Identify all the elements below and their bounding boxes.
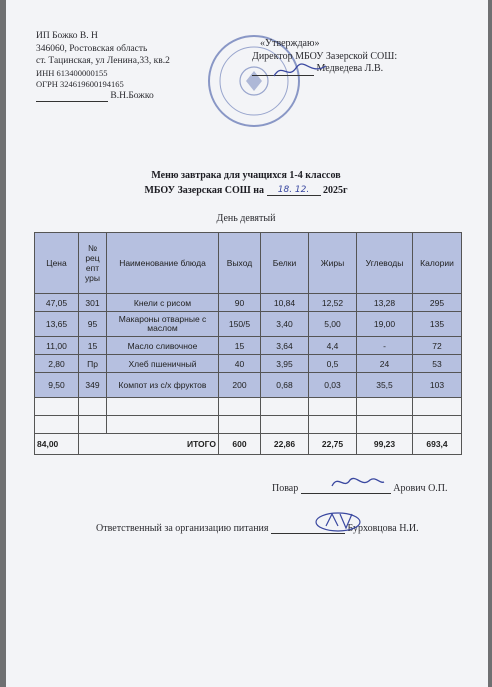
- cell-kcal: 135: [413, 312, 462, 337]
- cell-recipe: 95: [79, 312, 107, 337]
- menu-title: Меню завтрака для учащихся 1-4 классов: [151, 170, 341, 181]
- cell-recipe: 301: [79, 294, 107, 312]
- cell-kcal: 72: [413, 337, 462, 355]
- cell-fat: 5,00: [309, 312, 357, 337]
- org-ogrn: ОГРН 324619600194165: [36, 78, 124, 89]
- total-yield: 600: [219, 434, 261, 455]
- org-address-region: 346060, Ростовская область: [36, 43, 148, 54]
- table-row: [35, 337, 462, 355]
- cell-carbs: 24: [357, 355, 413, 373]
- cell-recipe: Пр: [79, 355, 107, 373]
- org-address-street: ст. Тацинская, ул Ленина,33, кв.2: [36, 56, 170, 66]
- col-carbs: Углеводы: [357, 233, 413, 294]
- responsible-signature-line: [96, 521, 419, 534]
- total-kcal: 693,4: [413, 434, 462, 455]
- cell-price: 47,05: [35, 294, 79, 312]
- responsible-label: Ответственный за организацию питания: [96, 523, 269, 534]
- cell-yield: 90: [219, 294, 261, 312]
- total-label: ИТОГО: [79, 434, 219, 455]
- cell-price: 9,50: [35, 373, 79, 398]
- approval-position: Директор МБОУ Зазерской СОШ:: [252, 50, 398, 62]
- cell-dish: Макароны отварные с маслом: [107, 312, 219, 337]
- cell-price: 11,00: [35, 337, 79, 355]
- cell-dish: Компот из с/х фруктов: [107, 373, 219, 398]
- cook-signature: [330, 472, 386, 492]
- col-recipe: № рец епт уры: [79, 233, 107, 294]
- menu-date: 18. 12.: [267, 185, 321, 196]
- menu-subtitle: МБОУ Зазерская СОШ на 18. 12. 2025г: [144, 185, 348, 196]
- col-kcal: Калории: [413, 233, 462, 294]
- cell-protein: 10,84: [261, 294, 309, 312]
- total-fat: 22,75: [309, 434, 357, 455]
- cell-dish: Масло сливочное: [107, 337, 219, 355]
- organization-block: [36, 30, 170, 102]
- cell-protein: 3,64: [261, 337, 309, 355]
- cell-yield: 150/5: [219, 312, 261, 337]
- cell-protein: 3,95: [261, 355, 309, 373]
- table-row: [35, 312, 462, 337]
- cell-protein: 0,68: [261, 373, 309, 398]
- cell-price: 2,80: [35, 355, 79, 373]
- table-row-empty: [35, 416, 462, 434]
- cell-kcal: 103: [413, 373, 462, 398]
- cell-yield: 40: [219, 355, 261, 373]
- cell-carbs: -: [357, 337, 413, 355]
- table-row: [35, 294, 462, 312]
- cell-carbs: 13,28: [357, 294, 413, 312]
- cell-yield: 200: [219, 373, 261, 398]
- cook-label: Повар: [272, 483, 299, 494]
- approval-name: Медведева Л.В.: [316, 63, 384, 74]
- col-yield: Выход: [219, 233, 261, 294]
- total-protein: 22,86: [261, 434, 309, 455]
- cell-recipe: 349: [79, 373, 107, 398]
- org-name: ИП Божко В. Н: [36, 31, 98, 41]
- total-price: 84,00: [35, 434, 79, 455]
- cell-protein: 3,40: [261, 312, 309, 337]
- table-row: [35, 355, 462, 373]
- director-signature: [270, 60, 330, 82]
- cell-carbs: 35,5: [357, 373, 413, 398]
- cell-kcal: 53: [413, 355, 462, 373]
- col-fat: Жиры: [309, 233, 357, 294]
- org-signature-line: В.Н.Божко: [36, 90, 170, 103]
- cell-kcal: 295: [413, 294, 462, 312]
- responsible-signature: [312, 508, 364, 534]
- cell-fat: 0,5: [309, 355, 357, 373]
- table-total-row: [35, 434, 462, 455]
- menu-table: [34, 232, 462, 455]
- cell-fat: 12,52: [309, 294, 357, 312]
- table-header-row: [35, 233, 462, 294]
- cell-dish: Кнели с рисом: [107, 294, 219, 312]
- cell-fat: 0,03: [309, 373, 357, 398]
- cell-fat: 4,4: [309, 337, 357, 355]
- col-dish: Наименование блюда: [107, 233, 219, 294]
- table-row: [35, 373, 462, 398]
- approval-title: «Утверждаю»: [260, 38, 320, 49]
- col-price: Цена: [35, 233, 79, 294]
- responsible-name: Бурховцова Н.И.: [347, 523, 419, 534]
- table-row-empty: [35, 398, 462, 416]
- cook-name: Арович О.П.: [393, 483, 448, 494]
- cell-carbs: 19,00: [357, 312, 413, 337]
- cell-dish: Хлеб пшеничный: [107, 355, 219, 373]
- cell-recipe: 15: [79, 337, 107, 355]
- col-protein: Белки: [261, 233, 309, 294]
- total-carbs: 99,23: [357, 434, 413, 455]
- cell-price: 13,65: [35, 312, 79, 337]
- cell-yield: 15: [219, 337, 261, 355]
- menu-day: День девятый: [216, 213, 276, 224]
- org-inn: ИНН 613400000155: [36, 67, 108, 78]
